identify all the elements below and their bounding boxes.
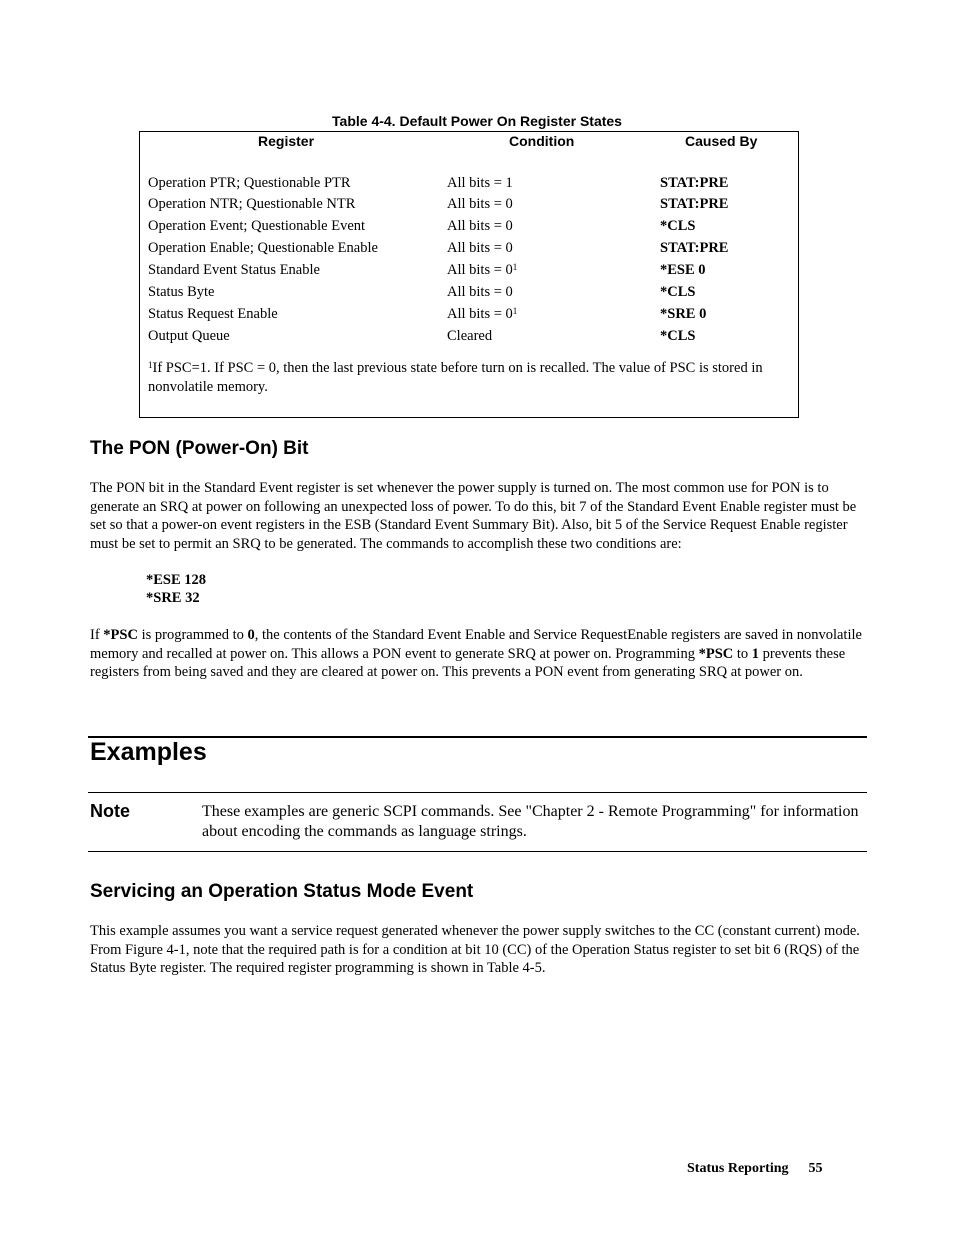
table-row <box>140 193 798 215</box>
caused-by-cell: STAT:PRE <box>660 175 729 191</box>
table-caption: Table 4-4. Default Power On Register States <box>332 113 622 129</box>
psc-paragraph: If *PSC is programmed to 0, the contents of the Standard Event Enable and Service RequestEnable registers are saved in nonvolatile memory and recalled at power on. This allows a PON event to generate SRQ at power on. Programming *PSC to 1 prevents these registers from being saved and they are cleared at power on. This prevents a PON event from generating SRQ at power on. <box>90 627 862 680</box>
column-header-register: Register <box>258 133 315 149</box>
condition-cell: All bits = $0^1$ <box>447 262 518 278</box>
column-header-caused-by: Caused By <box>685 133 758 149</box>
table-row <box>140 281 798 303</box>
page-number: 55 <box>808 1161 823 1176</box>
table-row <box>140 325 798 347</box>
table-footnote: $^1$If PSC=1. If PSC = 0, then the last previous state before turn on is recalled. The value of PSC is stored in nonvolatile memory. <box>148 360 763 395</box>
table-row <box>140 259 798 281</box>
condition-cell: All bits = 1 <box>447 175 513 191</box>
register-cell: Operation NTR; Questionable NTR <box>148 196 356 212</box>
register-cell: Status Request Enable <box>148 306 278 322</box>
servicing-heading: Servicing an Operation Status Mode Event <box>90 881 474 902</box>
register-cell: Output Queue <box>148 328 230 344</box>
register-cell: Operation Enable; Questionable Enable <box>148 240 378 256</box>
register-cell: Operation Event; Questionable Event <box>148 218 366 234</box>
examples-heading: Examples <box>90 738 207 766</box>
register-states-table <box>139 131 799 418</box>
caused-by-cell: *CLS <box>660 218 696 234</box>
note-top-rule <box>88 792 867 793</box>
servicing-paragraph: This example assumes you want a service request generated whenever the power supply switches to the CC (constant current) mode. From Figure 4-1, note that the required path is for a condition at bit 10 (CC) of the Operation Status register to set bit 6 (RQS) of the Status Byte register. The required register programming is shown in Table 4-5. <box>90 923 860 976</box>
condition-cell: Cleared <box>447 328 493 344</box>
condition-cell: All bits = 0 <box>447 240 513 256</box>
command-ese: *ESE 128 <box>146 572 207 588</box>
condition-cell: All bits = 0 <box>447 218 513 234</box>
note-bottom-rule <box>88 851 867 852</box>
caused-by-cell: *CLS <box>660 284 696 300</box>
pon-section-heading: The PON (Power-On) Bit <box>90 438 309 459</box>
footer-section-title: Status Reporting <box>687 1161 789 1176</box>
table-row <box>140 237 798 259</box>
page-footer <box>687 1161 823 1177</box>
register-cell: Operation PTR; Questionable PTR <box>148 175 351 191</box>
register-cell: Status Byte <box>148 284 215 300</box>
command-sre: *SRE 32 <box>146 590 200 606</box>
condition-cell: All bits = $0^1$ <box>447 306 518 322</box>
condition-cell: All bits = 0 <box>447 284 513 300</box>
register-cell: Standard Event Status Enable <box>148 262 320 278</box>
caused-by-cell: STAT:PRE <box>660 196 729 212</box>
table-row <box>140 172 798 194</box>
note-label: Note <box>90 801 130 821</box>
condition-cell: All bits = 0 <box>447 196 513 212</box>
caused-by-cell: *SRE 0 <box>660 306 707 322</box>
pon-paragraph: The PON bit in the Standard Event register is set whenever the power supply is turned on. The most common use for PON is to generate an SRQ at power on following an unexpected loss of power. To do this, bit 7 of the Standard Event Enable register must be set so that a power-on event registers in the ESB (Standard Event Summary Bit). Also, bit 5 of the Service Request Enable register must be set to permit an SRQ to be generated. The commands to accomplish these two conditions are: <box>90 480 857 552</box>
note-text: These examples are generic SCPI commands. See "Chapter 2 - Remote Programming" for information about encoding the commands as language strings. <box>202 803 859 840</box>
caused-by-cell: *ESE 0 <box>660 262 706 278</box>
caused-by-cell: STAT:PRE <box>660 240 729 256</box>
column-header-condition: Condition <box>509 133 575 149</box>
table-row <box>140 303 798 325</box>
caused-by-cell: *CLS <box>660 328 696 344</box>
table-row <box>140 215 798 237</box>
